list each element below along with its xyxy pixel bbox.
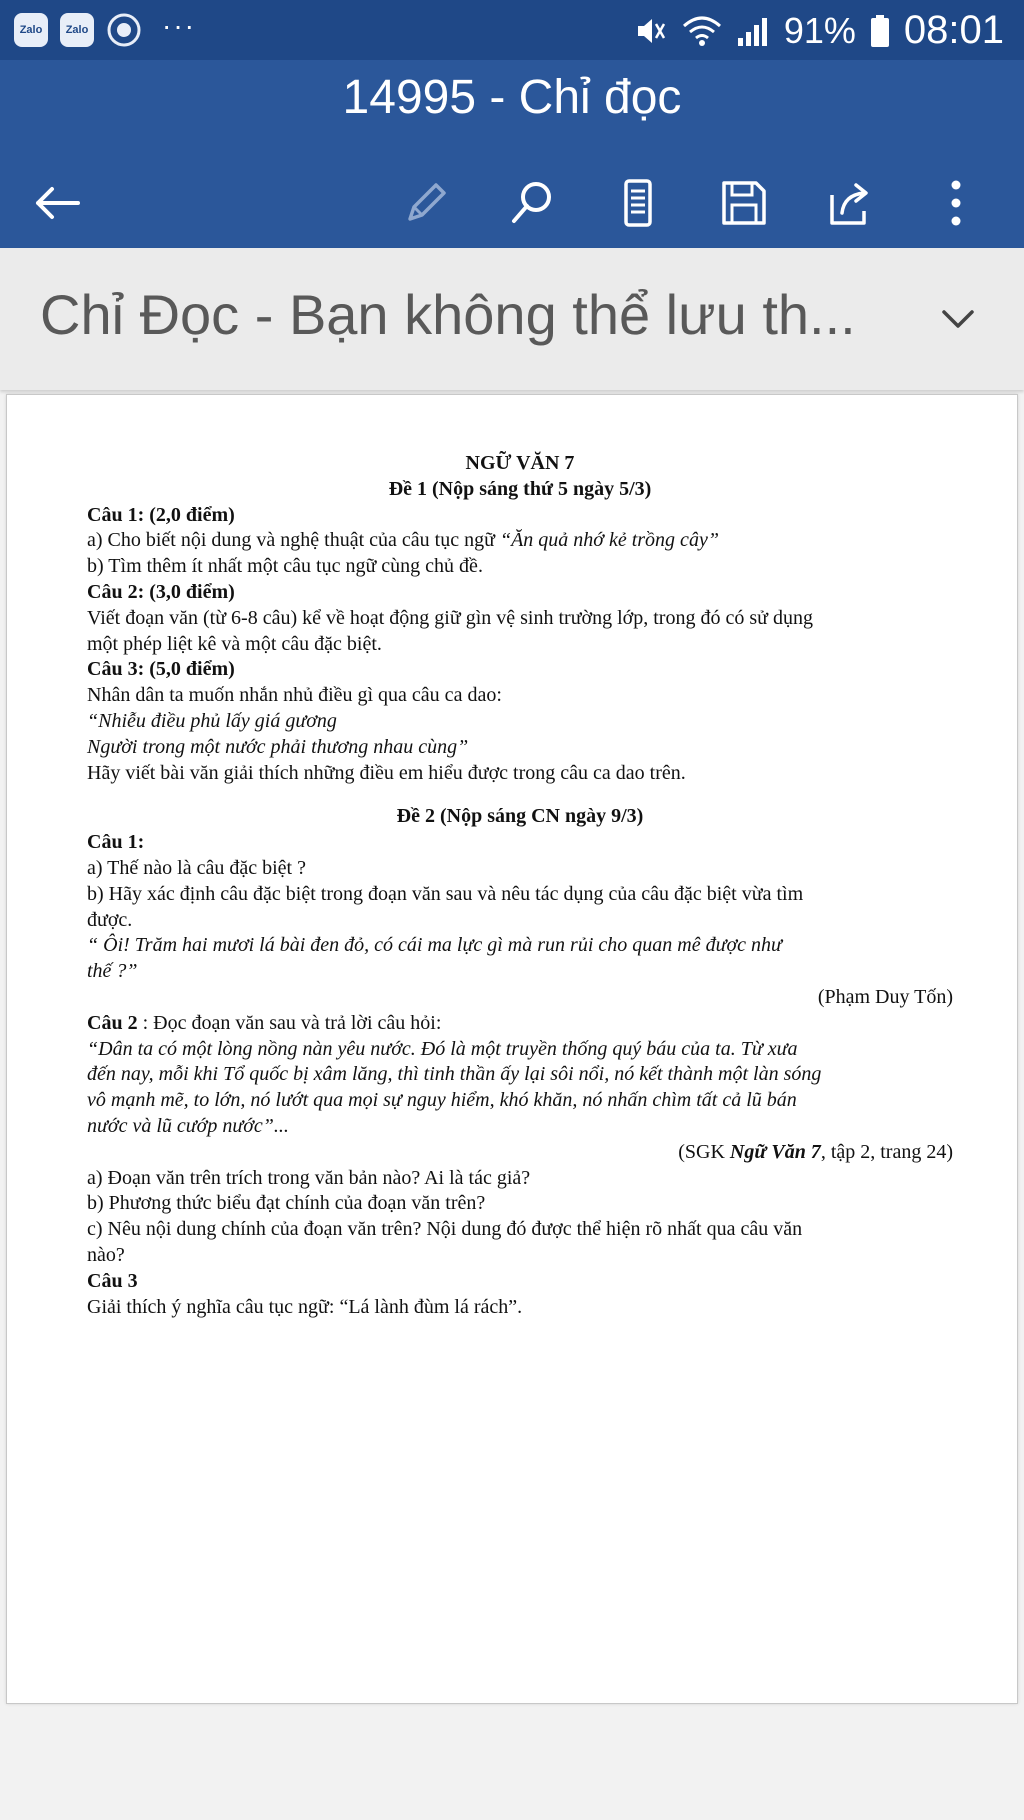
de2-cau2-line	[87, 1011, 953, 1037]
clock: 08:01	[903, 8, 1004, 52]
document-title: 14995 - Chỉ đọc	[342, 71, 682, 124]
de1-cau1-b: b) Tìm thêm ít nhất một câu tục ngữ cùng chủ đề.	[87, 555, 483, 578]
search-icon	[504, 175, 560, 231]
save-icon	[716, 175, 772, 231]
pencil-icon	[398, 175, 454, 231]
de2-cau2-heading: Câu 2	[87, 1011, 138, 1034]
toolbar	[0, 158, 1024, 248]
de2-quote1-line: “ Ôi! Trăm hai mươi lá bài đen đỏ, có cái ma lực gì mà run rủi cho quan mê được như	[87, 934, 782, 957]
de2-quote1-line: thế ?”	[87, 960, 138, 983]
readonly-notice-text: Chỉ Đọc - Bạn không thể lưu th...	[40, 283, 856, 346]
battery-icon	[870, 14, 890, 48]
app-header	[0, 60, 1024, 248]
de1-cau3-poem-line: “Nhiễu điều phủ lấy giá gương	[87, 709, 337, 732]
de2-cau2-a: a) Đoạn văn trên trích trong văn bản nào? Ai là tác giả?	[87, 1166, 531, 1189]
de2-quote2-source	[87, 1140, 953, 1166]
mobile-view-icon	[610, 175, 666, 231]
status-bar	[0, 0, 1024, 60]
de2-quote2-line: nước và lũ cướp nước”...	[87, 1114, 289, 1137]
de2-quote2-line: vô mạnh mẽ, to lớn, nó lướt qua mọi sự nguy hiểm, khó khăn, nó nhấn chìm tất cả lũ bán	[87, 1089, 797, 1112]
search-button[interactable]	[492, 158, 572, 248]
de2-quote1-source: (Phạm Duy Tốn)	[817, 985, 953, 1008]
de1-cau1-a	[87, 528, 953, 554]
wifi-icon	[682, 14, 722, 48]
de1-cau2-line: một phép liệt kê và một câu đặc biệt.	[87, 632, 382, 655]
de1-cau1-heading: Câu 1: (2,0 điểm)	[87, 503, 235, 526]
more-notifications-icon: ···	[162, 10, 196, 41]
source-pre: (SGK	[678, 1140, 730, 1163]
de1-cau1-a-text: a) Cho biết nội dung và nghệ thuật của câu tục ngữ	[87, 529, 500, 552]
battery-percent: 91%	[783, 9, 856, 51]
de2-cau2-b: b) Phương thức biểu đạt chính của đoạn văn trên?	[87, 1192, 486, 1215]
mute-icon	[634, 14, 668, 48]
de1-cau2-line: Viết đoạn văn (từ 6-8 câu) kể về hoạt động giữ gìn vệ sinh trường lớp, trong đó có sử dụng	[87, 606, 813, 629]
de1-cau3-line: Nhân dân ta muốn nhắn nhủ điều gì qua câu ca dao:	[87, 684, 502, 707]
more-options-button[interactable]	[916, 158, 996, 248]
share-button[interactable]	[810, 158, 890, 248]
de2-cau1-heading: Câu 1:	[87, 831, 145, 854]
de2-cau1-b-line: được.	[87, 908, 133, 931]
mobile-view-button[interactable]	[598, 158, 678, 248]
share-icon	[822, 175, 878, 231]
de1-cau3-poem-line: Người trong một nước phải thương nhau cùng”	[87, 735, 469, 758]
zalo-icon: Zalo	[60, 13, 94, 47]
de2-cau3-heading: Câu 3	[87, 1269, 138, 1292]
zalo-icon: Zalo	[14, 13, 48, 47]
back-arrow-icon	[30, 175, 86, 231]
section-gap	[87, 786, 953, 804]
media-icon	[106, 12, 142, 48]
chevron-down-icon[interactable]	[932, 292, 984, 344]
status-right	[634, 8, 1004, 53]
de1-cau3-line: Hãy viết bài văn giải thích những điều em hiểu được trong câu ca dao trên.	[87, 761, 686, 784]
de2-cau1-b-line: b) Hãy xác định câu đặc biệt trong đoạn văn sau và nêu tác dụng của câu đặc biệt vừa tìm	[87, 882, 804, 905]
de2-cau2-text: : Đọc đoạn văn sau và trả lời câu hỏi:	[137, 1011, 442, 1034]
de1-heading: Đề 1 (Nộp sáng thứ 5 ngày 5/3)	[388, 477, 652, 500]
source-post: , tập 2, trang 24)	[820, 1140, 953, 1163]
de2-cau2-c-line: c) Nêu nội dung chính của đoạn văn trên? Nội dung đó được thể hiện rõ nhất qua câu văn	[87, 1218, 803, 1241]
de2-heading: Đề 2 (Nộp sáng CN ngày 9/3)	[396, 805, 644, 828]
readonly-notice-bar[interactable]	[0, 248, 1024, 390]
signal-icon	[736, 14, 770, 48]
document-page[interactable]	[6, 394, 1018, 1704]
status-left	[14, 12, 196, 48]
de2-quote2-line: đến nay, mỗi khi Tổ quốc bị xâm lăng, thì tinh thần ấy lại sôi nổi, nó kết thành một làn sóng	[87, 1063, 822, 1086]
de2-cau2-c-line: nào?	[87, 1243, 125, 1266]
de1-cau2-heading: Câu 2: (3,0 điểm)	[87, 580, 235, 603]
more-vertical-icon	[928, 175, 984, 231]
de1-cau1-a-quote: “Ăn quả nhớ kẻ trồng cây”	[499, 529, 719, 552]
source-book: Ngữ Văn 7	[729, 1140, 821, 1163]
de2-cau3-text: Giải thích ý nghĩa câu tục ngữ: “Lá lành đùm lá rách”.	[87, 1295, 523, 1318]
de2-quote2-line: “Dân ta có một lòng nồng nàn yêu nước. Đó là một truyền thống quý báu của ta. Từ xưa	[87, 1037, 798, 1060]
save-button[interactable]	[704, 158, 784, 248]
back-button[interactable]	[18, 158, 98, 248]
de1-cau3-heading: Câu 3: (5,0 điểm)	[87, 658, 235, 681]
document-content	[87, 451, 953, 1320]
de2-cau1-a: a) Thế nào là câu đặc biệt ?	[87, 856, 306, 879]
doc-title: NGỮ VĂN 7	[465, 452, 575, 474]
edit-button[interactable]	[386, 158, 466, 248]
